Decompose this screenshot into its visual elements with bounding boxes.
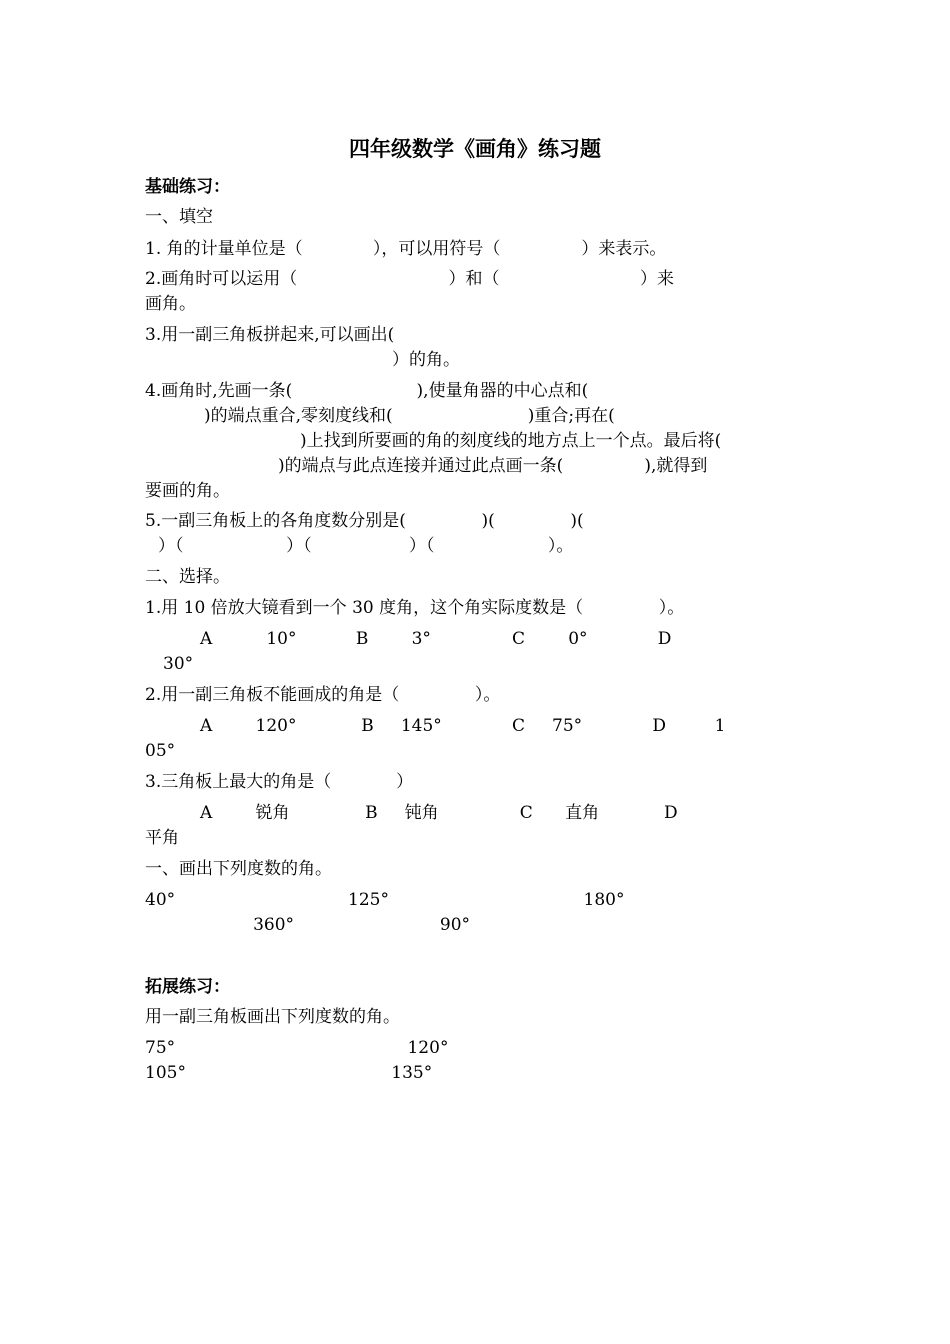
section-basic-heading: 基础练习： [145,177,230,197]
fill-question-4-line-3: )上找到所要画的角的刻度线的地方点上一个点。最后将( [300,431,722,451]
choice-question-3-options-wrap: 平角 [145,828,179,848]
fill-question-1: 1. 角的计量单位是（ ），可以用符号（ ）来表示。 [145,239,667,259]
fill-question-3-line-1: 3.用一副三角板拼起来,可以画出( [145,325,395,345]
draw-angles-row-1: 40° 125° 180° [145,890,625,910]
section-extended-heading: 拓展练习： [145,977,230,997]
extended-instruction: 用一副三角板画出下列度数的角。 [145,1007,400,1027]
choice-question-3-options: A 锐角 B 钝角 C 直角 D [200,803,678,823]
fill-question-4-line-5: 要画的角。 [145,481,230,501]
choice-question-2: 2.用一副三角板不能画成的角是（ ）。 [145,685,501,705]
page-title: 四年级数学《画角》练习题 [349,137,601,161]
choice-question-1-options-wrap: 30° [163,654,194,674]
choice-heading: 二、选择。 [145,567,230,587]
fill-question-2-line-2: 画角。 [145,294,196,314]
fill-heading: 一、填空 [145,207,213,227]
draw-heading: 一、画出下列度数的角。 [145,859,332,879]
fill-question-2-line-1: 2.画角时可以运用（ ）和（ ）来 [145,269,675,289]
choice-question-1-options: A 10° B 3° C 0° D [200,629,672,649]
draw-angles-row-2: 360° 90° [145,915,471,935]
fill-question-3-line-2: ）的角。 [392,350,460,370]
fill-question-4-line-4: )的端点与此点连接并通过此点画一条( ),就得到 [278,456,708,476]
choice-question-2-options-wrap: 05° [145,741,176,761]
extended-angles-row-2: 105° 135° [145,1063,433,1083]
choice-question-1: 1.用 10 倍放大镜看到一个 30 度角，这个角实际度数是（ ）。 [145,598,685,618]
choice-question-2-options: A 120° B 145° C 75° D 1 [200,716,726,736]
choice-question-3: 3.三角板上最大的角是（ ） [145,772,414,792]
fill-question-4-line-2: )的端点重合,零刻度线和( )重合;再在( [204,406,615,426]
fill-question-5-line-1: 5.一副三角板上的各角度数分别是( )( )( [145,511,584,531]
extended-angles-row-1: 75° 120° [145,1038,449,1058]
fill-question-4-line-1: 4.画角时,先画一条( ),使量角器的中心点和( [145,381,589,401]
fill-question-5-line-2: ）（ ）（ ）（ ）。 [158,536,574,556]
